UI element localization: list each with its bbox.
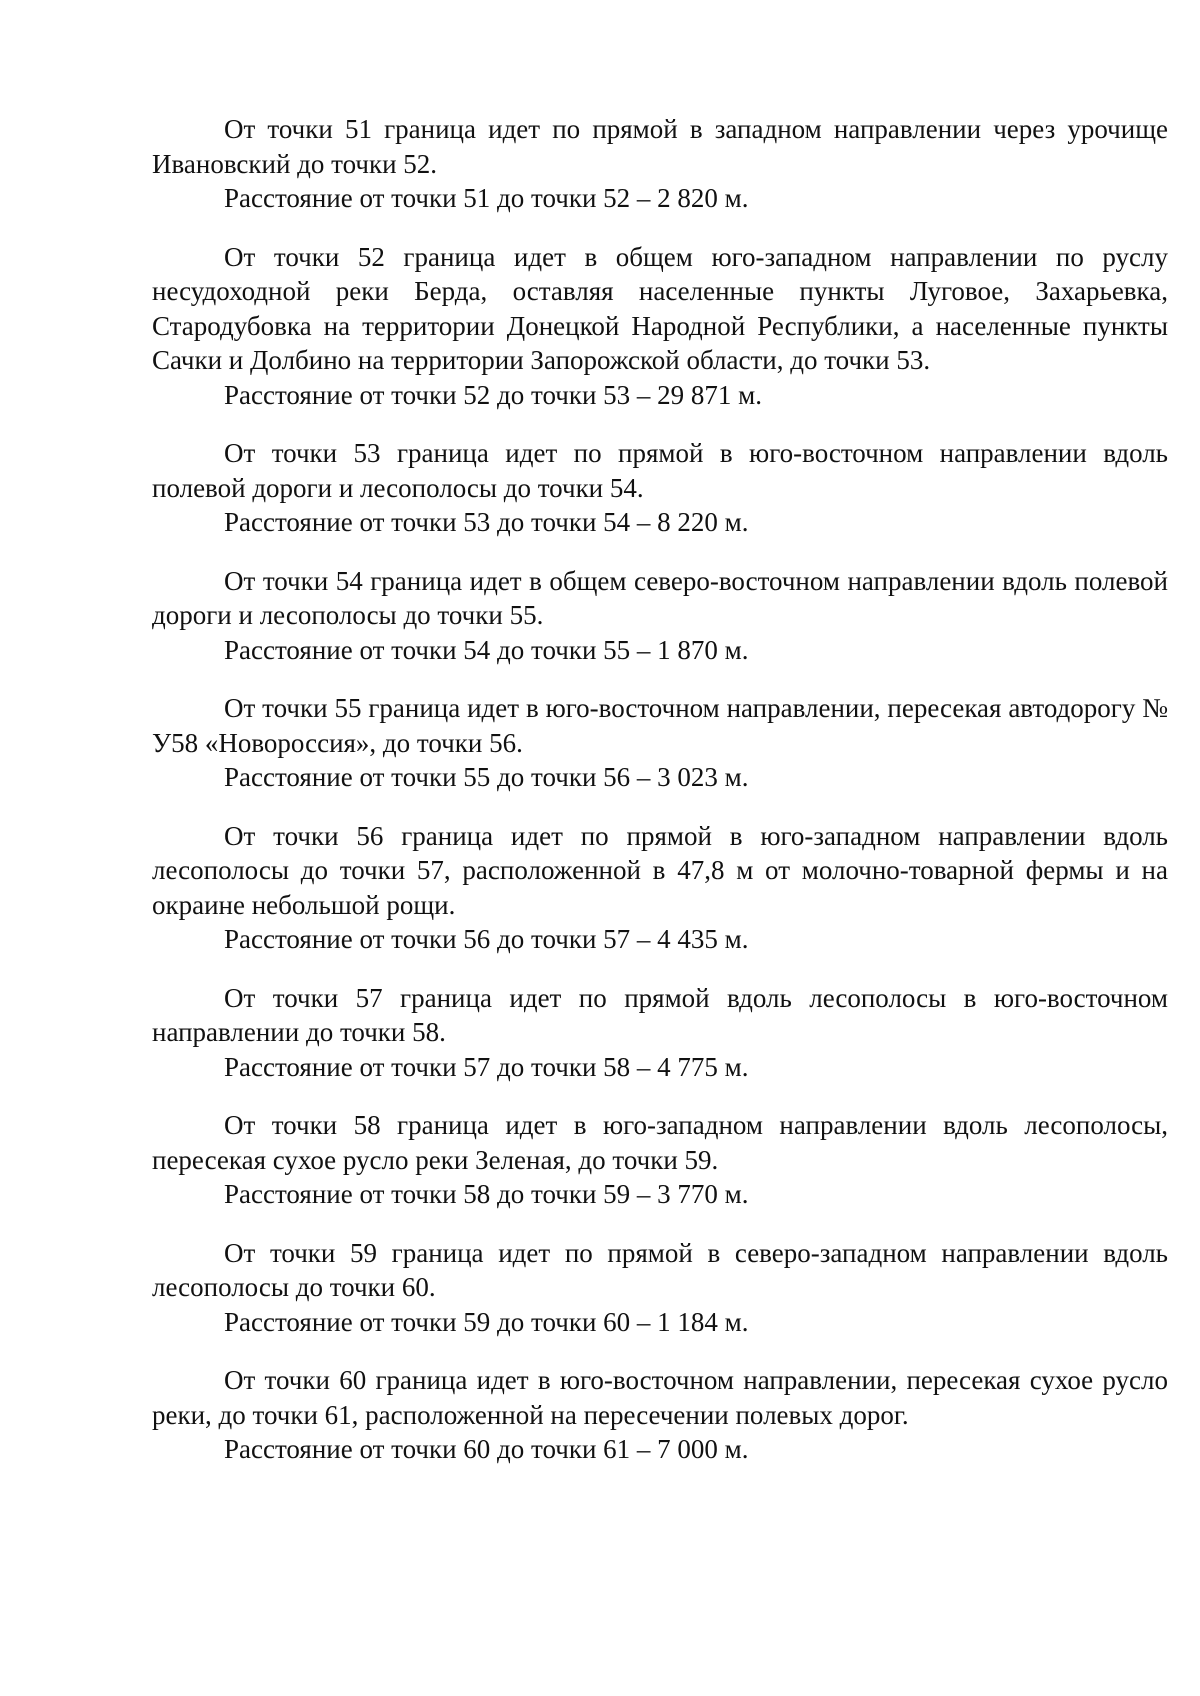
boundary-segment-56-57 bbox=[152, 819, 1168, 957]
segment-distance: Расстояние от точки 60 до точки 61 – 7 000 м. bbox=[224, 1434, 749, 1464]
boundary-segment-58-59 bbox=[152, 1108, 1168, 1212]
segment-description: От точки 56 граница идет по прямой в юго-западном направлении вдоль лесополосы до точки 57, расположенной в 47,8 м от молочно-товарной фермы и на окраине небольшой рощи. bbox=[152, 820, 1168, 920]
boundary-segment-54-55 bbox=[152, 564, 1168, 668]
boundary-segment-55-56 bbox=[152, 691, 1168, 795]
boundary-segment-52-53 bbox=[152, 240, 1168, 413]
boundary-segment-60-61 bbox=[152, 1363, 1168, 1467]
document-body bbox=[152, 112, 1168, 1491]
segment-description: От точки 58 граница идет в юго-западном направлении вдоль лесополосы, пересекая сухое русло реки Зеленая, до точки 59. bbox=[152, 1110, 1168, 1175]
segment-description: От точки 59 граница идет по прямой в северо-западном направлении вдоль лесополосы до точки 60. bbox=[152, 1237, 1168, 1302]
segment-description: От точки 54 граница идет в общем северо-восточном направлении вдоль полевой дороги и лесополосы до точки 55. bbox=[152, 565, 1168, 630]
segment-distance: Расстояние от точки 53 до точки 54 – 8 220 м. bbox=[224, 507, 749, 537]
boundary-segment-51-52 bbox=[152, 112, 1168, 216]
boundary-segment-53-54 bbox=[152, 436, 1168, 540]
segment-distance: Расстояние от точки 59 до точки 60 – 1 184 м. bbox=[224, 1306, 749, 1337]
segment-distance: Расстояние от точки 52 до точки 53 – 29 871 м. bbox=[224, 379, 762, 410]
segment-description: От точки 60 граница идет в юго-восточном направлении, пересекая сухое русло реки, до точки 61, расположенной на пересечении полевых дорог. bbox=[152, 1365, 1168, 1430]
boundary-segment-59-60 bbox=[152, 1236, 1168, 1340]
segment-distance: Расстояние от точки 58 до точки 59 – 3 770 м. bbox=[224, 1179, 749, 1209]
segment-distance: Расстояние от точки 51 до точки 52 – 2 820 м. bbox=[224, 183, 749, 213]
boundary-segment-57-58 bbox=[152, 981, 1168, 1085]
segment-description: От точки 52 граница идет в общем юго-западном направлении по руслу несудоходной реки Берда, оставляя населенные пункты Луговое, Захарьевка, Стародубовка на территории Донецкой Народной Республики, а населенные пункты Сачки и Долбино на территории Запорожской области, до точки 53. bbox=[152, 241, 1168, 375]
segment-distance: Расстояние от точки 55 до точки 56 – 3 023 м. bbox=[224, 762, 749, 792]
segment-description: От точки 57 граница идет по прямой вдоль лесополосы в юго-восточном направлении до точки 58. bbox=[152, 982, 1168, 1047]
segment-description: От точки 55 граница идет в юго-восточном направлении, пересекая автодорогу № У58 «Новороссия», до точки 56. bbox=[152, 693, 1168, 758]
segment-distance: Расстояние от точки 54 до точки 55 – 1 870 м. bbox=[224, 634, 749, 665]
segment-distance: Расстояние от точки 57 до точки 58 – 4 775 м. bbox=[224, 1051, 749, 1082]
segment-description: От точки 51 граница идет по прямой в западном направлении через урочище Ивановский до точки 52. bbox=[152, 114, 1168, 179]
segment-distance: Расстояние от точки 56 до точки 57 – 4 435 м. bbox=[224, 924, 749, 954]
segment-description: От точки 53 граница идет по прямой в юго-восточном направлении вдоль полевой дороги и лесополосы до точки 54. bbox=[152, 438, 1168, 503]
